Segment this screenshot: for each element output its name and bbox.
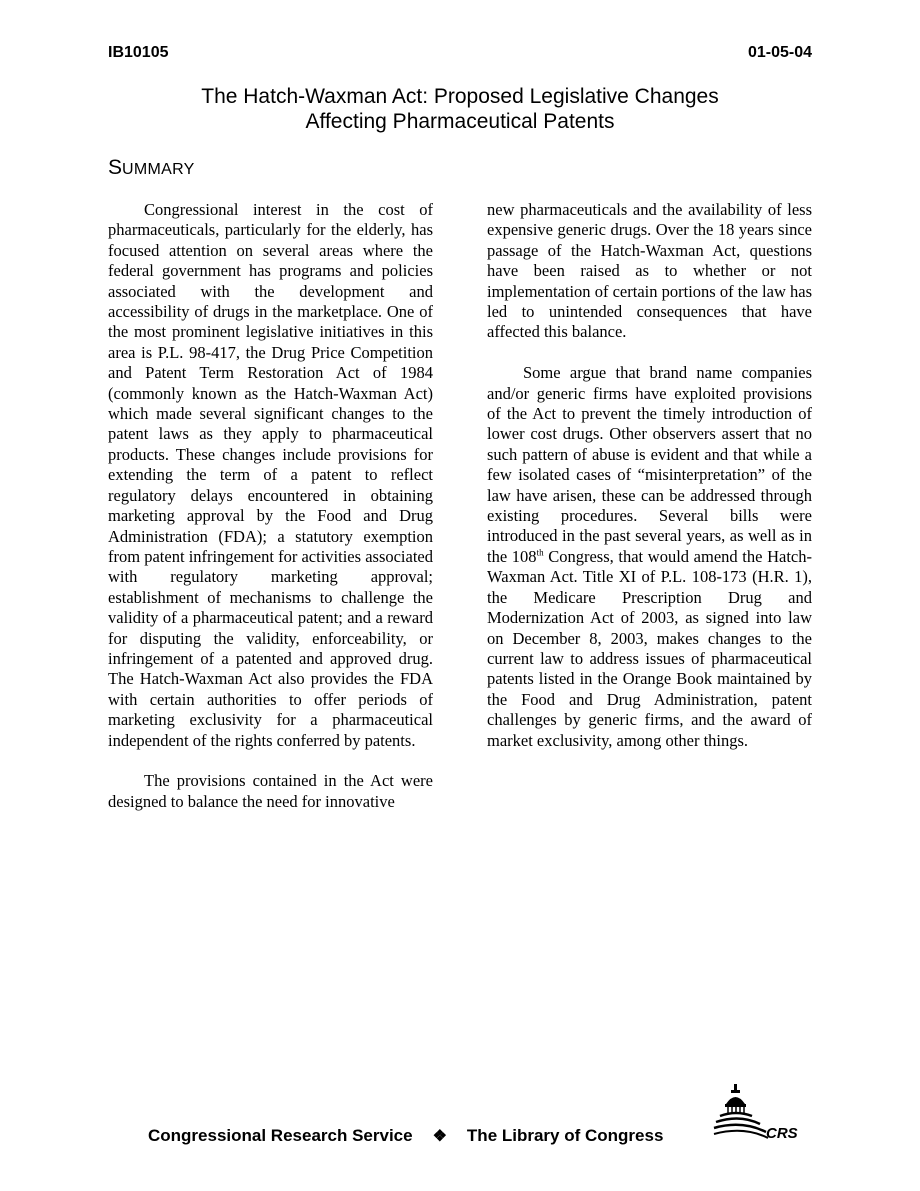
paragraph-3: [487, 363, 812, 751]
left-column: [108, 200, 433, 833]
paragraph-2-continued: new pharmaceuticals and the availability of less expensive generic drugs. Over the 18 years since passage of the Hatch-Waxman Act, questions have been raised as to whether or not implementation of certain portions of the law has led to unintended consequences that have affected this balance.: [487, 200, 812, 342]
document-title: [0, 84, 920, 134]
section-heading: [108, 156, 195, 180]
footer: [148, 1126, 663, 1146]
section-heading-rest: UMMARY: [122, 161, 195, 178]
right-column: [487, 200, 812, 771]
title-line-2: Affecting Pharmaceutical Patents: [305, 110, 615, 133]
crs-logo-text: CRS: [766, 1125, 798, 1142]
paragraph-2-start: The provisions contained in the Act were designed to balance the need for innovative: [108, 771, 433, 811]
document-date: 01-05-04: [747, 44, 812, 61]
title-line-1: The Hatch-Waxman Act: Proposed Legislative Changes: [201, 85, 719, 108]
ordinal-suffix: th: [536, 547, 544, 558]
paragraph-3-text-a: Some argue that brand name companies and/or generic firms have exploited provisions of the Act to prevent the timely introduction of lower cost drugs. Other observers assert that no such pattern of abuse is evident and that while a few isolated cases of “misinterpretation” of the law have arisen, these can be addressed through existing procedures. Several bills were introduced in the past several years, as well as in the 108: [487, 363, 812, 566]
paragraph-1: Congressional interest in the cost of pharmaceuticals, particularly for the elderly, has focused attention on several areas where the federal government has programs and policies associated with the development and accessibility of drugs in the marketplace. One of the most prominent legislative initiatives in this area is P.L. 98-417, the Drug Price Competition and Patent Term Restoration Act of 1984 (commonly known as the Hatch-Waxman Act) which made several significant changes to the patent laws as they apply to pharmaceutical products. These changes include provisions for extending the term of a patent to reflect regulatory delays encountered in obtaining marketing approval by the Food and Drug Administration (FDA); a statutory exemption from patent infringement for activities associated with regulatory marketing approval; establishment of mechanisms to challenge the validity of a pharmaceutical patent; and a reward for disputing the validity, enforceability, or infringement of a patented and approved drug. The Hatch-Waxman Act also provides the FDA with certain authorities to offer periods of marketing exclusivity for a pharmaceutical independent of the rights conferred by patents.: [108, 200, 433, 750]
footer-crs-name: Congressional Research Service: [148, 1126, 413, 1145]
document-id: IB10105: [108, 44, 169, 61]
paragraph-3-text-b: Congress, that would amend the Hatch-Waxman Act. Title XI of P.L. 108-173 (H.R. 1), the Medicare Prescription Drug and Modernization Act of 2003, as signed into law on December 8, 2003, makes changes to the current law to address issues of pharmaceutical patents listed in the Orange Book maintained by the Food and Drug Administration, patent challenges by generic firms, and the award of market exclusivity, among other things.: [487, 546, 812, 750]
section-heading-initial: S: [108, 156, 123, 179]
footer-separator-icon: ❖: [432, 1128, 447, 1145]
footer-library-name: The Library of Congress: [466, 1126, 664, 1145]
